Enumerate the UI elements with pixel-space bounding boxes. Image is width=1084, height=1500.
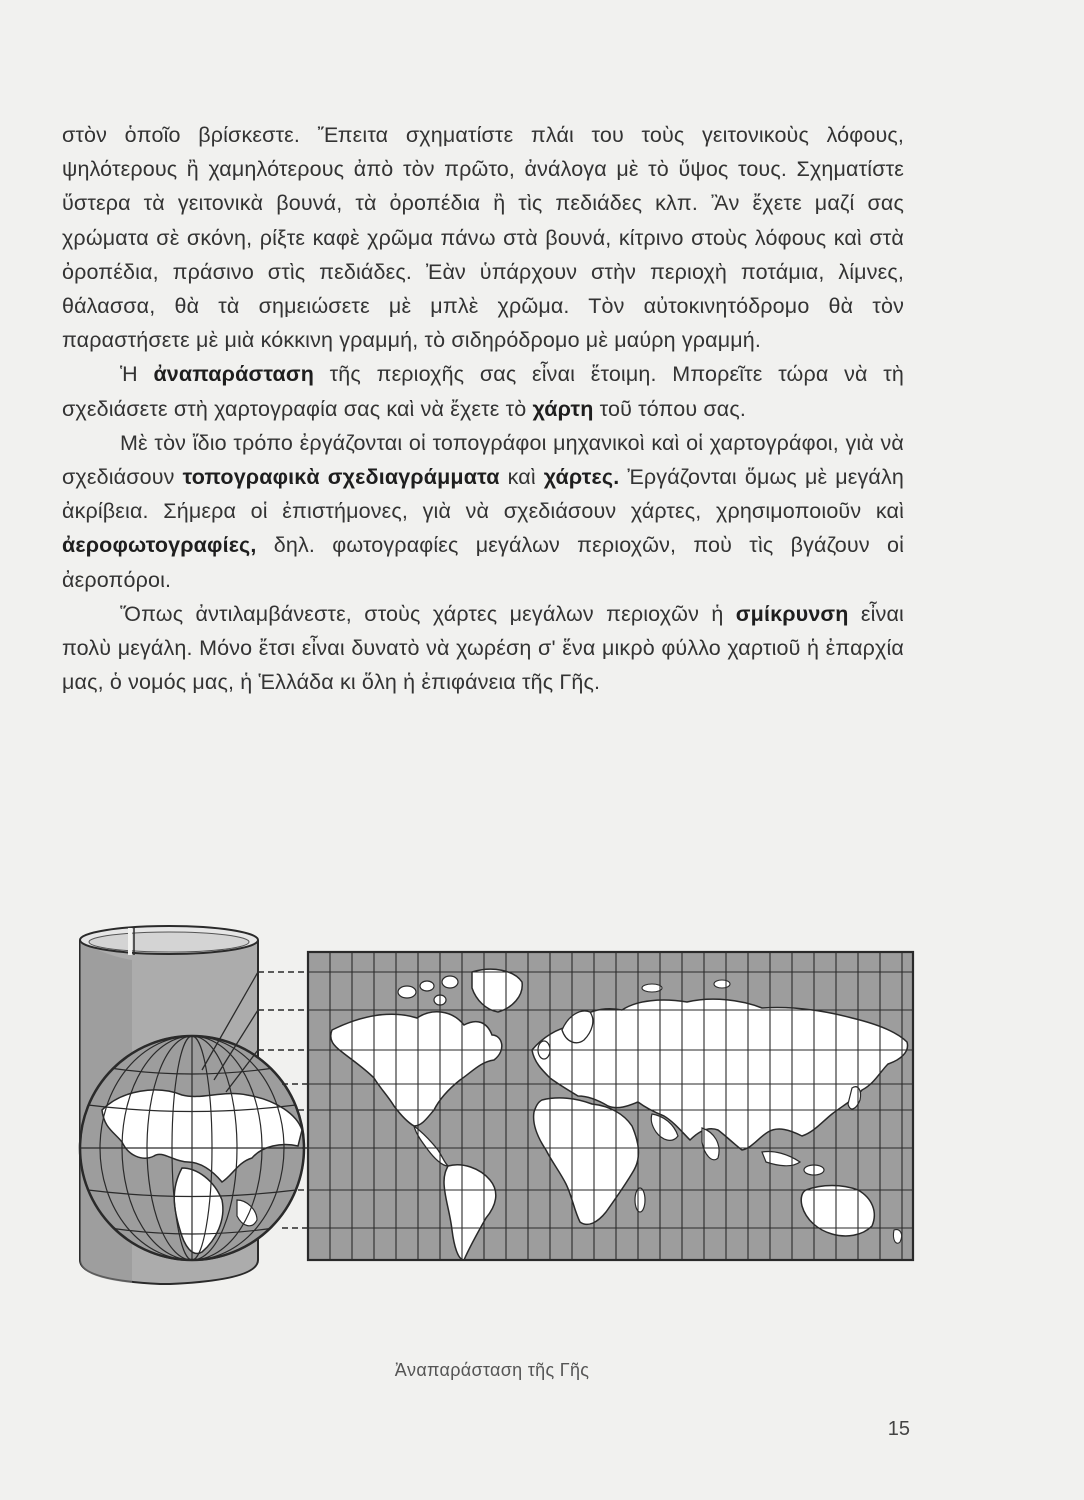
term-smikrynsi: σμίκρυνση [735,601,849,626]
term-xarti: χάρτη [532,396,594,421]
p3-seg-4: Ἐργάζονται ὅμως μὲ μεγάλη ἀκρίβεια. Σήμερα οἱ ἐπιστήμονες, γιὰ νὰ σχεδιάσουν χάρτες, χρησιμοποιοῦν καὶ [62,465,904,524]
paragraph-1 [62,118,904,357]
term-aerofotografies: ἀεροφωτογραφίες, [62,533,257,558]
paragraph-2 [62,357,904,425]
p1-seg-0: στὸν ὁποῖο βρίσκεστε. Ἔπειτα σχηματίστε πλάι του τοὺς γειτονικοὺς λόφους, ψηλότερους ἢ χαμηλότερους ἀπὸ τὸν πρῶτο, ἀνάλογα μὲ τὸ ὕψος τους. Σχηματίστε ὕστερα τὰ γειτονικὰ βουνά, τὰ ὀροπέδια ἢ τὶς πεδιάδες κλπ. Ἂν ἔχετε μαζί σας χρώματα σὲ σκόνη, ρίξτε καφὲ χρῶμα πάνω στὰ βουνά, κίτρινο στοὺς λόφους καὶ στὰ ὀροπέδια, πράσινο στὶς πεδιάδες. Ἐὰν ὑπάρχουν στὴν περιοχὴ ποτάμια, λίμνες, θάλασσα, θὰ τὰ σημειώσετε μὲ μπλὲ χρῶμα. Τὸν αὐτοκινητόδρομο θὰ τὸν παραστήσετε μὲ μιὰ κόκκινη γραμμή, τὸ σιδηρόδρομο μὲ μαύρη γραμμή. [62,123,904,353]
p3-seg-0: Μὲ τὸν ἴδιο τρόπο ἐργάζονται οἱ τοπογράφοι μηχανικοὶ καὶ οἱ χαρτογράφοι, γιὰ νὰ σχεδιάσουν [62,430,904,490]
body-text [62,118,904,699]
term-xartes: χάρτες. [543,465,620,490]
p4-seg-2: εἶναι πολὺ μεγάλη. Μόνο ἔτσι εἶναι δυνατὸ νὰ χωρέση σ' ἕνα μικρὸ φύλλο χαρτιοῦ ἡ ἐπαρχία μας, ὁ νομός μας, ἡ Ἑλλάδα κι ὅλη ἡ ἐπιφάνεια τῆς Γῆς. [62,601,904,695]
figure-caption: Ἀναπαράσταση τῆς Γῆς [394,1360,590,1380]
page-number: 15 [887,1418,910,1440]
p3-seg-2: καὶ [499,465,544,490]
paragraph-4 [62,597,904,700]
p3-seg-6: δηλ. φωτογραφίες μεγάλων περιοχῶν, ποὺ τὶς βγάζουν οἱ ἀεροπόροι. [62,533,904,592]
p4-seg-0: Ὅπως ἀντιλαμβάνεστε, στοὺς χάρτες μεγάλων περιοχῶν ἡ [120,601,736,626]
projection-figure [62,900,922,1300]
p2-seg-0: Ἡ [120,362,154,387]
p2-seg-4: τοῦ τόπου σας. [593,396,746,421]
term-topografika: τοπογραφικὰ σχεδιαγράμματα [182,465,500,490]
p2-seg-2: τῆς περιοχῆς σας εἶναι ἕτοιμη. Μπορεῖτε τώρα νὰ τὴ σχεδιάσετε στὴ χαρτογραφία σας καὶ νὰ ἔχετε τὸ [62,362,904,421]
world-map [308,952,913,1260]
paragraph-3 [62,426,904,597]
term-anaparastasi: ἀναπαράσταση [153,362,314,387]
